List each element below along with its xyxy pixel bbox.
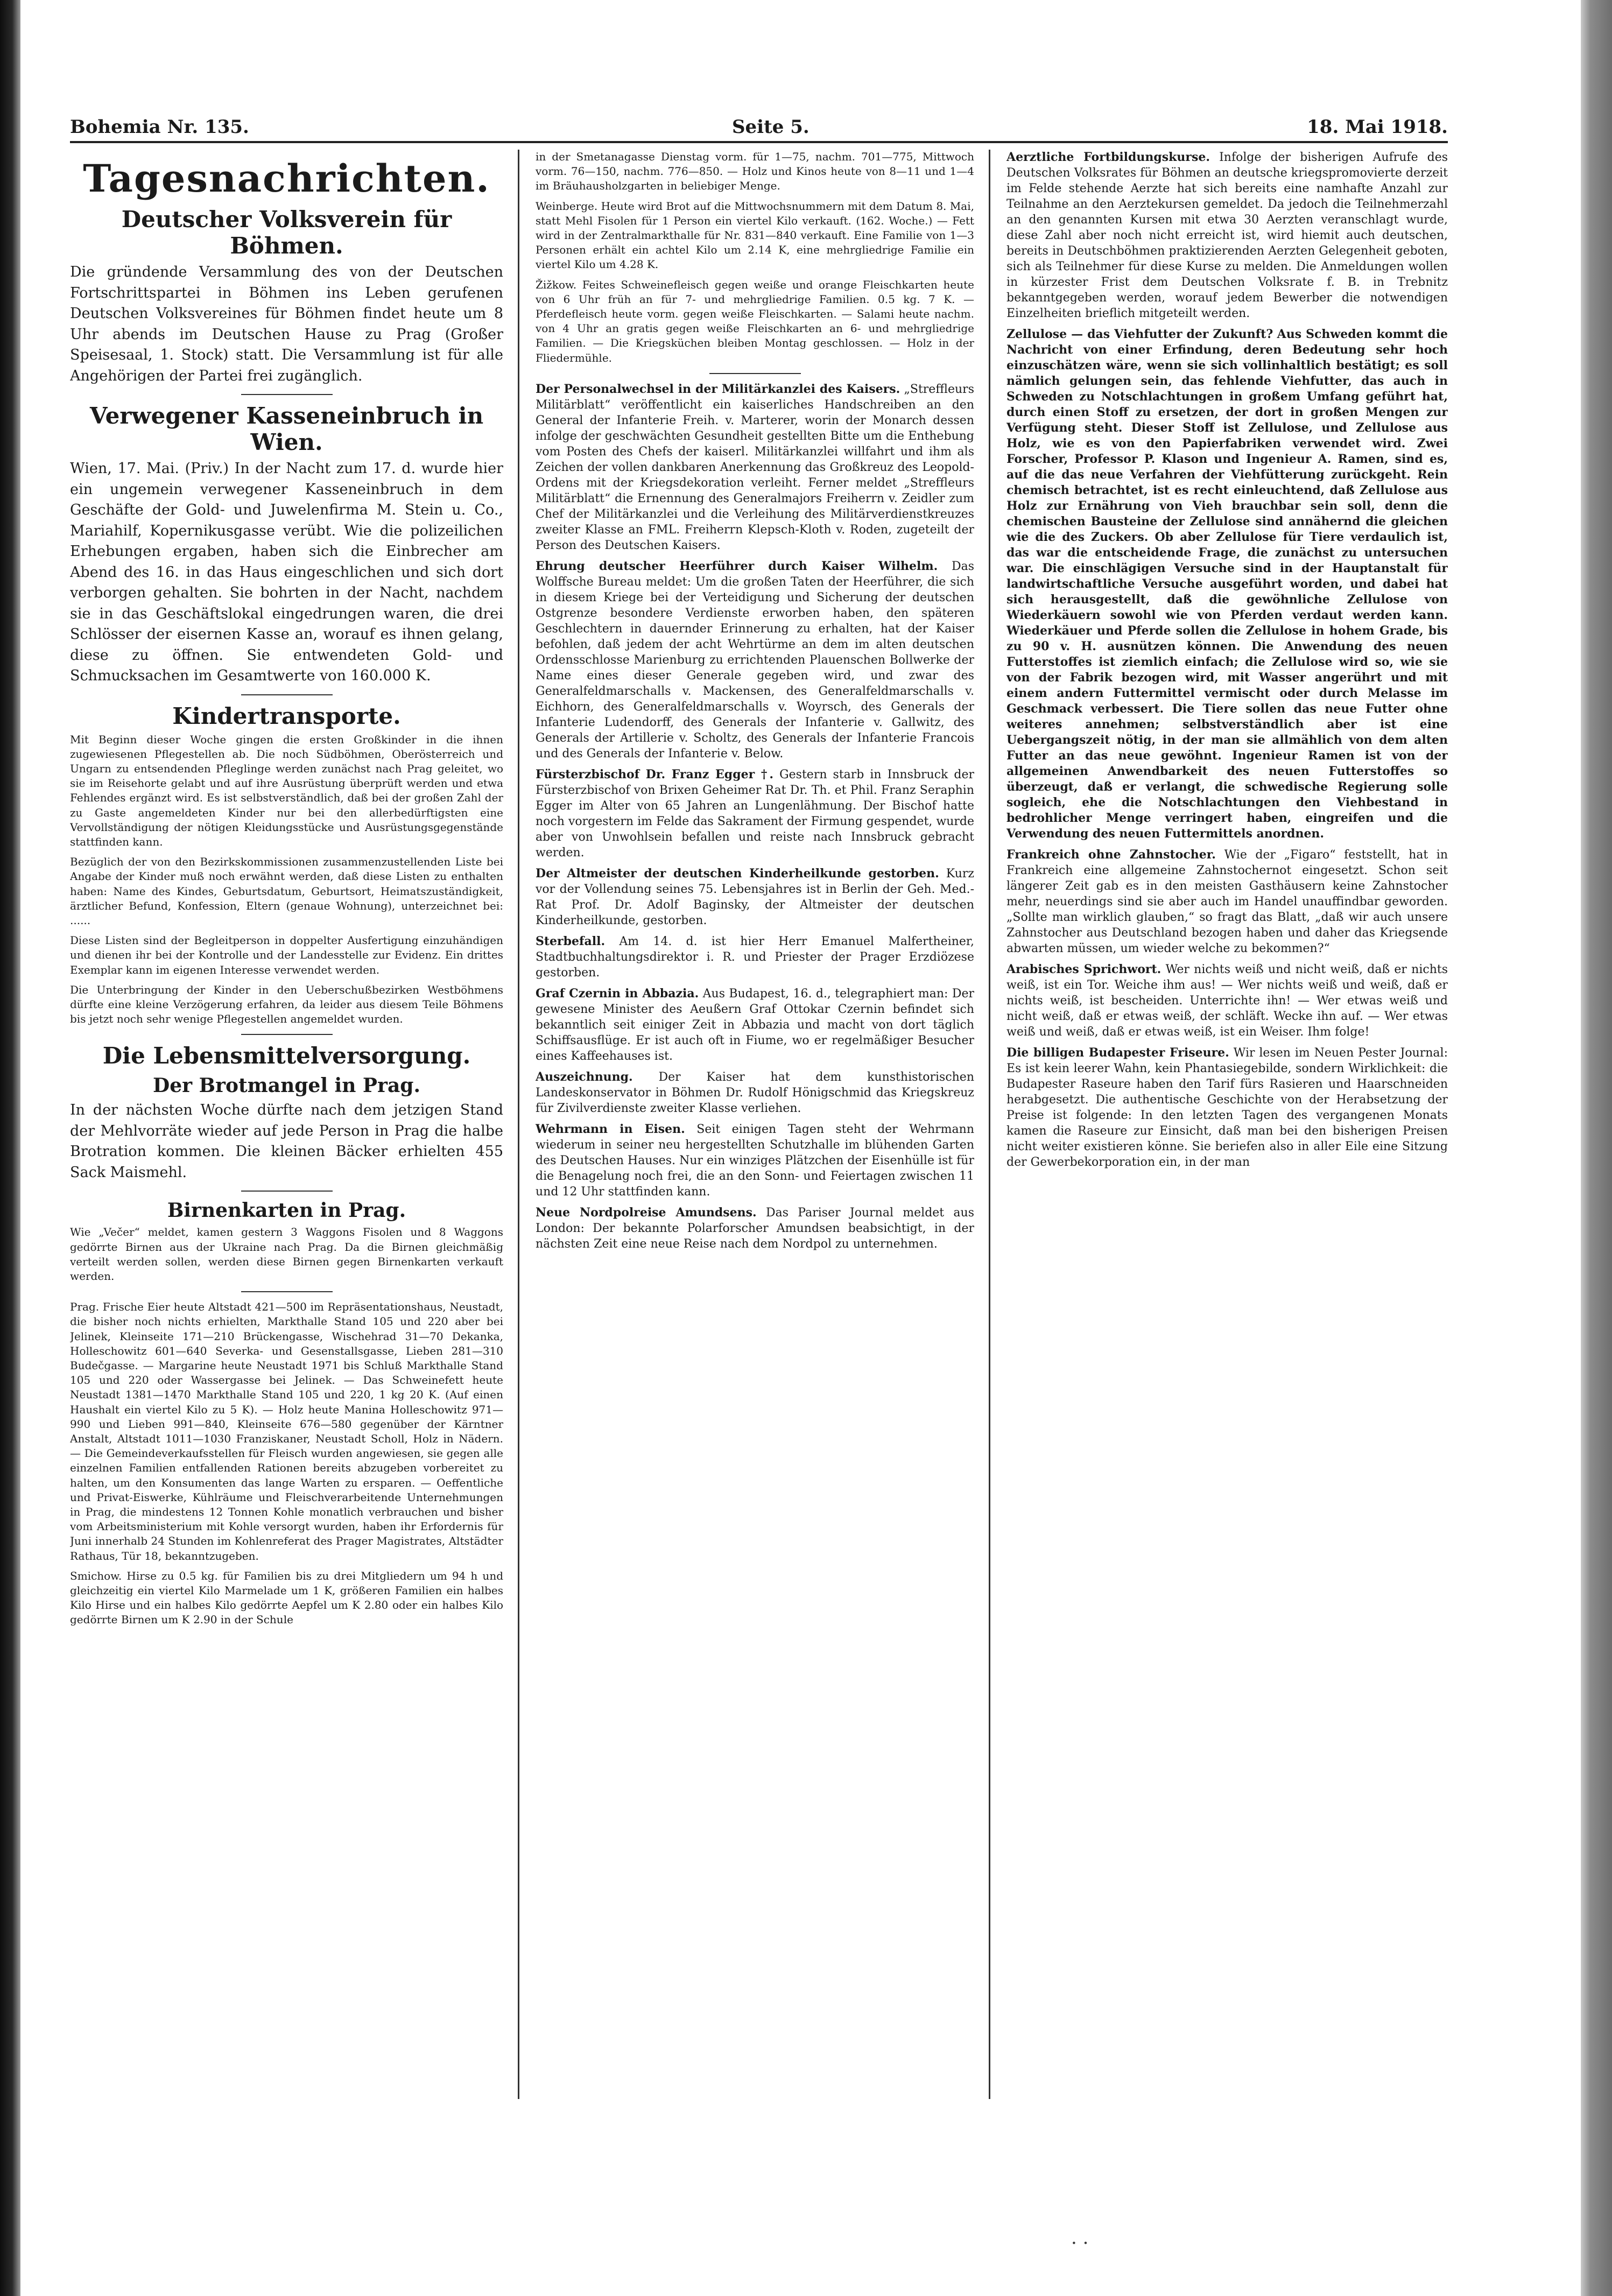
column-rule-1 <box>518 150 519 2099</box>
article-divider <box>241 1191 333 1192</box>
article-paragraph: Am 14. d. ist hier Herr Emanuel Malfertheiner, Stadtbuchhaltungsdirektor i. R. und Priester der Prager Erzdiözese gestorben. <box>536 934 974 980</box>
article-paragraph: Das Pariser Journal meldet aus London: Der bekannte Polarforscher Amundsen beabsichtigt, in der nächsten Zeit eine neue Reise nach dem Nordpol zu unternehmen. <box>536 1206 974 1251</box>
column-3 <box>1006 150 1448 2115</box>
article-paragraph: Seit einigen Tagen steht der Wehrmann wiederum in seiner neu hergestellten Schutzhalle im blühenden Garten des Deutschen Hauses. Nur ein winziges Plätzchen der Eisenhülle ist für die Benagelung noch frei, die an den Sonn- und Feiertagen zwischen 11 und 12 Uhr stattfinden kann. <box>536 1122 974 1199</box>
article-paragraph: Mit Beginn dieser Woche gingen die ersten Großkinder in die ihnen zugewiesenen Pflegestellen ab. Die noch Südböhmen, Oberösterreich und Ungarn zu entsendenden Pfleglinge werden zunächst nach Prag geleitet, wo sie im Reisehorte gelabt und auf ihre Ausrüstung überprüft werden und etwa Fehlendes ergänzt wird. Es ist selbstverständlich, daß bei der großen Zahl der zu Gaste angemeldeten Kinder nur bei den allerbedürftigsten eine Vervollständigung der nötigen Kleidungsstücke und Ausrüstungsgegenstände stattfinden kann. <box>70 733 503 848</box>
article-divider <box>241 1291 333 1292</box>
column-rule-2 <box>989 150 990 2099</box>
article-heading: Graf Czernin in Abbazia. <box>536 986 699 1001</box>
article-heading: Sterbefall. <box>536 934 606 948</box>
article-heading: Frankreich ohne Zahnstocher. <box>1006 848 1216 862</box>
newspaper-page <box>70 113 1448 2115</box>
article-paragraph: Die gründende Versammlung des von der Deutschen Fortschrittspartei in Böhmen ins Leben gerufenen Deutschen Volksvereines für Böhmen findet heute um 8 Uhr abends im Deutschen Hause zu Prag (Großer Speisesaal, 1. Stock) statt. Die Versammlung ist für alle Angehörigen der Partei frei zugänglich. <box>70 264 503 384</box>
article-paragraph: Wie „Večer“ meldet, kamen gestern 3 Waggons Fisolen und 8 Waggons gedörrte Birnen aus der Ukraine nach Prag. Da die Birnen gleichmäßig verteilt werden sollen, werden diese Birnen gegen Birnenkarten verkauft werden. <box>70 1226 503 1283</box>
column-1 <box>70 150 503 2115</box>
article-heading: Arabisches Sprichwort. <box>1006 962 1162 976</box>
article-heading: Neue Nordpolreise Amundsens. <box>536 1205 757 1220</box>
article-heading: Birnenkarten in Prag. <box>167 1199 406 1222</box>
article-paragraph: Kurz vor der Vollendung seines 75. Lebensjahres ist in Berlin der Geh. Med.-Rat Prof. Dr. Adolf Baginsky, der Altmeister der deutschen Kinderheilkunde, gestorben. <box>536 867 974 927</box>
article-paragraph: Der Kaiser hat dem kunsthistorischen Landeskonservator in Böhmen Dr. Rudolf Hönigschmid das Kriegskreuz für Zivilverdienste zweiter Klasse verliehen. <box>536 1070 974 1115</box>
article-divider <box>709 373 801 374</box>
article-heading: Der Personalwechsel in der Militärkanzlei des Kaisers. <box>536 382 900 396</box>
article-paragraph: „Streffleurs Militärblatt“ veröffentlicht ein kaiserliches Handschreiben an den General der Infanterie Freih. v. Marterer, worin der Monarch dessen infolge der geschwächten Gesundheit gestellten Bitte um die Enthebung vom Posten des Chefs der kaiserl. Militärkanzlei willfahrt und ihm als Zeichen der vollen dankbaren Anerkennung das Großkreuz des Leopold-Ordens mit der Kriegsdekoration verleiht. Ferner meldet „Streffleurs Militärblatt“ die Ernennung des Generalmajors Freiherrn v. Zeidler zum Chef der Militärkanzlei und die Verleihung des Militärverdienstkreuzes zweiter Klasse an FML. Freiherrn Klepsch-Kloth v. Roden, zugeteilt der Person des Deutschen Kaisers. <box>536 382 974 552</box>
article-paragraph: Diese Listen sind der Begleitperson in doppelter Ausfertigung einzuhändigen und dienen ihr bei der Kontrolle und der Landesstelle zur Evidenz. Ein drittes Exemplar kann im eigenen Interesse verwendet werden. <box>70 934 503 976</box>
article-heading: Verwegener Kasseneinbruch in Wien. <box>89 403 484 455</box>
article-paragraph: In der nächsten Woche dürfte nach dem jetzigen Stand der Mehlvorräte wieder auf jede Person in Prag die halbe Brotration kommen. Die kleinen Bäcker erhielten 455 Sack Maismehl. <box>70 1102 503 1181</box>
article-paragraph: Bezüglich der von den Bezirkskommissionen zusammenzustellenden Liste bei Angabe der Kinder muß noch erwähnt werden, daß diese Listen zu enthalten haben: Name des Kindes, Geburtsdatum, Geburtsort, Heimatszuständigkeit, ärztlicher Befund, Konfession, Eltern (genaue Wohnung), unterzeichnet bei: ...... <box>70 855 503 927</box>
scan-left-edge <box>0 0 20 2296</box>
article-subheading: Der Brotmangel in Prag. <box>153 1074 420 1097</box>
article-paragraph: Wer nichts weiß und nicht weiß, daß er nichts weiß, ist ein Tor. Weiche ihm aus! — Wer nichts weiß und weiß, daß er nichts weiß, ist bescheiden. Unterrichte ihn! — Wer etwas weiß und nicht weiß, daß er etwas weiß, der schläft. Wecke ihn auf. — Wer etwas weiß und weiß, daß er etwas weiß, ist ein Weiser. Ihm folge! <box>1006 963 1448 1039</box>
article-paragraph: Wien, 17. Mai. (Priv.) In der Nacht zum 17. d. wurde hier ein ungemein verwegener Kasseneinbruch in dem Geschäfte der Gold- und Juwelenfirma M. Stein u. Co., Mariahilf, Kopernikusgasse verübt. Wie die polizeilichen Erhebungen ergaben, haben sich die Einbrecher am Abend des 16. in das Haus eingeschlichen und sich dort verborgen gehalten. Sie bohrten in der Nacht, nachdem sie in das Geschäftslokal eingedrungen waren, die drei Schlösser der eisernen Kasse an, worauf es ihnen gelang, diese zu öffnen. Sie entwendeten Gold- und Schmucksachen im Gesamtwerte von 160.000 K. <box>70 460 503 684</box>
article-paragraph: Žižkow. Feites Schweinefleisch gegen weiße und orange Fleischkarten heute von 6 Uhr früh an für 7- und mehrgliedrige Familien. 0.5 kg. 7 K. — Pferdefleisch heute vorm. gegen weiße Fleischkarten. — Salami heute nachm. von 4 Uhr an gratis gegen weiße Fleischkarten an 6- und mehrgliedrige Familien. — Die Kriegsküchen bleiben Montag geschlossen. — Holz in der Fliedermühle. <box>536 278 974 364</box>
article-divider <box>241 1034 333 1035</box>
article-heading: Der Altmeister der deutschen Kinderheilkunde gestorben. <box>536 866 939 881</box>
article-paragraph: Das Wolffsche Bureau meldet: Um die großen Taten der Heerführer, die sich in diesem Kriege bei der Verteidigung und Sicherung der deutschen Ostgrenze besondere Verdienste erworben haben, den späteren Geschlechtern in dauernder Erinnerung zu erhalten, hat der Kaiser befohlen, daß jedem der acht Wehrtürme an dem im alten deutschen Ordensschlosse Marienburg zu errichtenden Plauenschen Bollwerke der Name eines dieser Generale gegeben wird, und zwar des Generalfeldmarschalls v. Mackensen, des Generalfeldmarschalls v. Eichhorn, des Generalfeldmarschalls v. Woyrsch, des Generals der Infanterie Ludendorff, des Generals der Infanterie v. Gallwitz, des Generals der Artillerie v. Scholtz, des Generals der Infanterie Francois und des Generals der Infanterie v. Below. <box>536 559 974 760</box>
article-heading: Ehrung deutscher Heerführer durch Kaiser Wilhelm. <box>536 559 938 573</box>
scan-right-edge <box>1581 0 1612 2296</box>
header-date: 18. Mai 1918. <box>1307 116 1448 138</box>
article-heading: Aerztliche Fortbildungskurse. <box>1006 150 1210 164</box>
article-paragraph: Die Unterbringung der Kinder in den Ueberschußbezirken Westböhmens dürfte eine kleine Verzögerung erfahren, da leider aus diesem Teile Böhmens bis jetzt noch sehr wenige Pflegestellen angemeldet wurden. <box>70 983 503 1026</box>
article-heading: Die Lebensmittelversorgung. <box>102 1043 471 1069</box>
header-page-number: Seite 5. <box>732 116 809 138</box>
article-divider <box>241 694 333 695</box>
article-paragraph: Gestern starb in Innsbruck der Fürsterzbischof von Brixen Geheimer Rat Dr. Th. et Phil. Franz Seraphin Egger im Alter von 65 Jahren an Lungenlähmung. Der Bischof hatte noch vorgestern im Felde das Sakrament der Firmung gespendet, wurde aber von Unwohlsein befallen und reiste nach Innsbruck gebracht werden. <box>536 767 974 860</box>
article-paragraph: Weinberge. Heute wird Brot auf die Mittwochsnummern mit dem Datum 8. Mai, statt Mehl Fisolen für 1 Person ein viertel Kilo verkauft. (162. Woche.) — Fett wird in der Zentralmarkthalle für Nr. 831—840 verkauft. Eine Familie von 1—3 Personen erhält ein achtel Kilo um 2.14 K, eine mehrgliedrige Familie ein viertel Kilo um 4.28 K. <box>536 199 974 271</box>
article-heading: Fürsterzbischof Dr. Franz Egger †. <box>536 767 774 781</box>
article-paragraph: Aus Schweden kommt die Nachricht von einer Erfindung, deren Bedeutung sehr hoch einzuschätzen wäre, wenn sie sich vollinhaltlich bestätigt; es soll nämlich gelungen sein, das fehlende Viehfutter, das auch in Schweden zu Notschlachtungen in großem Umfang geführt hat, durch einen Stoff zu ersetzen, der dort in großen Mengen zur Verfügung steht. Dieser Stoff ist Zellulose, und Zellulose aus Holz, wie es von den Papierfabriken verwendet wird. Zwei Forscher, Professor P. Klason und Ingenieur A. Ramen, sind es, auf die das neue Verfahren der Viehfütterung zurückgeht. Rein chemisch betrachtet, ist es recht einleuchtend, daß Zellulose aus Holz zur Ernährung von Vieh brauchbar sein soll, denn die chemischen Bausteine der Zellulose sind annähernd die gleichen wie die des Zuckers. Ob aber Zellulose für Tiere verdaulich ist, das war die entscheidende Frage, die zunächst zu untersuchen war. Die einschlägigen Versuche sind in der Hauptanstalt für landwirtschaftliche Versuche ausgeführt worden, und dabei hat sich herausgestellt, daß die gewöhnliche Zellulose von Wiederkäuern sowohl wie von Pferden verdaut werden kann. Wiederkäuer und Pferde sollen die Zellulose in hohem Grade, bis zu 90 v. H. ausnützen können. Die Anwendung des neuen Futterstoffes ist ziemlich einfach; die Zellulose wird so, wie sie von der Fabrik bezogen wird, mit Wasser angerührt und mit einem andern Futtermittel vermischt oder durch Melasse im Geschmack verbessert. Die Tiere sollen das neue Futter ohne weiteres annehmen; selbstverständlich aber ist eine Uebergangszeit nötig, in der man sie allmählich von dem alten Futter an das neue gewöhnt. Ingenieur Ramen ist von der allgemeinen Anwendbarkeit des neuen Futterstoffes so überzeugt, daß er verlangt, die schwedische Regierung solle sogleich, ehe die Notschlachtungen den Viehbestand in bedrohlicher Menge verringert haben, eingreifen und die Verwendung des neuen Futtermittels anordnen. <box>1006 327 1448 841</box>
article-paragraph: Prag. Frische Eier heute Altstadt 421—500 im Repräsentationshaus, Neustadt, die bisher noch nichts erhielten, Markthalle Stand 105 und 220 aber bei Jelinek, Kleinseite 171—210 Brückengasse, Wischehrad 31—70 Dekanka, Holleschowitz 601—640 Severka- und Gesenstallsgasse, Lieben 281—310 Budečgasse. — Margarine heute Neustadt 1971 bis Schluß Markthalle Stand 105 und 220 oder Wassergasse bei Jelinek. — Das Schweinefett heute Neustadt 1381—1470 Markthalle Stand 105 und 220, 1 kg 20 K. (Auf einen Haushalt ein viertel Kilo zu 5 K). — Holz heute Manina Holleschowitz 971—990 und Lieben 991—840, Kleinseite 676—580 gegenüber der Kärntner Anstalt, Altstadt 1011—1030 Franziskaner, Neustadt Scholl, Holz in Nädern. — Die Gemeindeverkaufsstellen für Fleisch wurden angewiesen, sie gegen alle einzelnen Familien entfallenden Rationen bereits abzugeben vorbereitet zu halten, um den Konsumenten das lange Warten zu ersparen. — Oeffentliche und Privat-Eiswerke, Kühlräume und Fleischverarbeitende Unternehmungen in Prag, die mindestens 12 Tonnen Kohle monatlich verbrauchen und bisher vom Arbeitsministerium mit Kohle versorgt wurden, haben ihr Erfordernis für Juni innerhalb 24 Stunden im Kohlenreferat des Prager Magistrates, Altstädter Rathaus, Tür 18, bekanntzugeben. <box>70 1300 503 1562</box>
header-publication: Bohemia Nr. 135. <box>70 116 249 138</box>
article-paragraph: Aus Budapest, 16. d., telegraphiert man: Der gewesene Minister des Aeußern Graf Ottokar Czernin befindet sich bekanntlich seit einiger Zeit in Abbazia und macht von dort täglich Schiffsausflüge. Er ist auch oft in Fiume, wo er regelmäßiger Besucher eines Kaffeehauses ist. <box>536 987 974 1063</box>
scan-speck: · · <box>1071 2232 1089 2254</box>
column-2 <box>536 150 974 2115</box>
article-paragraph: Wir lesen im Neuen Pester Journal: Es ist kein leerer Wahn, kein Phantasiegebilde, sondern Wirklichkeit: die Budapester Raseure haben den Tarif fürs Rasieren und Haarschneiden herabgesetzt. Die authentische Geschichte von der Herabsetzung der Preise ist folgende: In den letzten Tagen des vergangenen Monats kamen die Raseure zur Einsicht, daß man bei den bisherigen Preisen nicht weiter existieren könne. Sie beriefen also in aller Eile eine Sitzung der Gewerbekorporation ein, in der man <box>1006 1046 1448 1169</box>
article-heading: Auszeichnung. <box>536 1069 633 1084</box>
article-divider <box>241 394 333 395</box>
article-paragraph: Wie der „Figaro“ feststellt, hat in Frankreich eine allgemeine Zahnstochernot eingesetzt. Schon seit längerer Zeit gab es in den meisten Gasthäusern keine Zahnstocher mehr, neuerdings sind sie aber auch im Handel unauffindbar geworden. „Sollte man wirklich glauben,“ so fragt das Blatt, „daß wir auch unsere Zahnstocher aus Deutschland bezogen haben und daher das Kriegsende abwarten müssen, um wieder welche zu bekommen?“ <box>1006 848 1448 955</box>
article-heading: Zellulose — das Viehfutter der Zukunft? <box>1006 327 1273 341</box>
page-header <box>70 113 1448 143</box>
article-heading: Kindertransporte. <box>172 702 401 729</box>
section-title: Tagesnachrichten. <box>83 156 490 201</box>
article-paragraph: in der Smetanagasse Dienstag vorm. für 1—75, nachm. 701—775, Mittwoch vorm. 76—150, nachm. 776—850. — Holz und Kinos heute von 8—11 und 1—4 im Bräuhausholzgarten in beliebiger Menge. <box>536 150 974 193</box>
article-paragraph: Infolge der bisherigen Aufrufe des Deutschen Volksrates für Böhmen an deutsche kriegspromovierte derzeit im Felde stehende Aerzte hat sich bereits eine namhafte Anzahl zur Teilnahme an den Aerztekursen gemeldet. Da jedoch die Teilnehmerzahl an den genannten Kursen mit etwa 30 Aerzten veranschlagt wurde, diese Zahl aber noch nicht erreicht ist, wird hiemit auch deutschen, bereits in Deutschböhmen praktizierenden Aerzten Gelegenheit geboten, sich als Teilnehmer für diese Kurse zu melden. Die Anmeldungen wollen in kürzester Frist dem Deutschen Volksrate f. B. in Trebnitz bekanntgegeben werden, worauf jedem Bewerber die notwendigen Einzelheiten brieflich mitgeteilt werden. <box>1006 151 1448 320</box>
article-heading: Die billigen Budapester Friseure. <box>1006 1046 1229 1060</box>
article-heading: Wehrmann in Eisen. <box>536 1122 685 1136</box>
article-paragraph: Smichow. Hirse zu 0.5 kg. für Familien bis zu drei Mitgliedern um 94 h und gleichzeitig ein viertel Kilo Marmelade um 1 K, größeren Familien ein halbes Kilo Hirse und ein halbes Kilo gedörrte Aepfel um K 2.80 oder ein halbes Kilo gedörrte Birnen um K 2.90 in der Schule <box>70 1569 503 1626</box>
article-heading: Deutscher Volksverein für Böhmen. <box>121 206 452 259</box>
